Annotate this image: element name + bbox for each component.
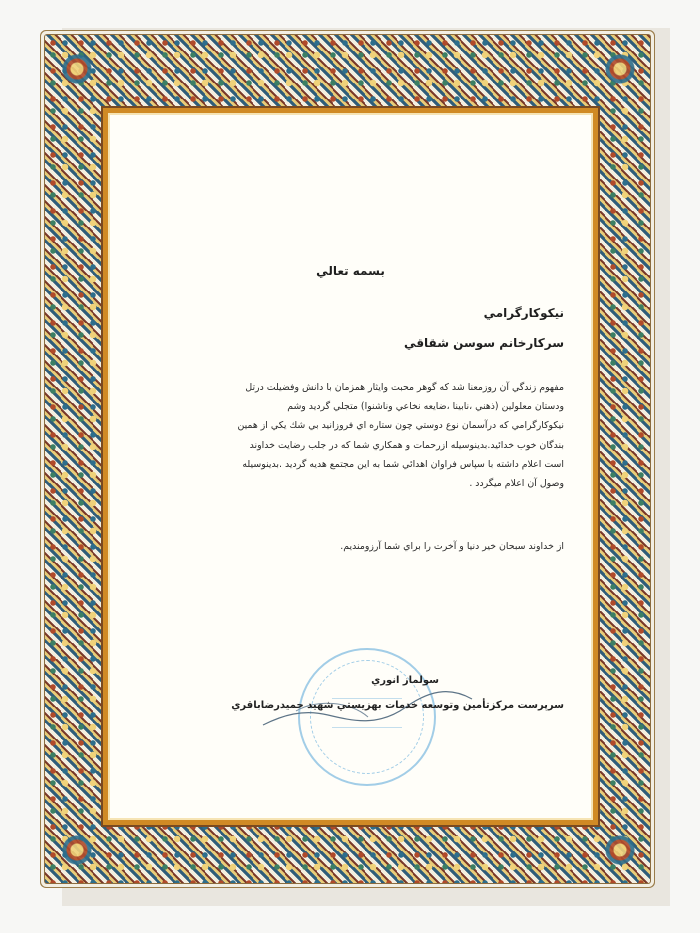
body-line: نيكوكارگرامي كه درآسمان نوع دوستي چون ستاره اي فروزانيد بي شك يكي از همين — [237, 420, 564, 432]
body-line: وصول آن اعلام ميگردد . — [469, 478, 564, 490]
corner-ornament-icon — [603, 52, 637, 86]
recipient-block — [404, 298, 564, 358]
letter-content — [103, 108, 598, 825]
corner-ornament-icon — [60, 52, 94, 86]
closing-line: از خداوند سبحان خير دنيا و آخرت را براي شما آرزومنديم. — [340, 541, 564, 552]
body-line: است اعلام داشته با سپاس فراوان اهدائي شما به اين مجتمع هديه گرديد .بدينوسيله — [242, 458, 564, 470]
corner-ornament-icon — [603, 833, 637, 867]
letter-body — [134, 378, 564, 493]
body-line: ودستان معلولين (ذهني ،نابينا ،ضايعه نخاعي وناشنوا) متجلي گرديد وشم — [287, 401, 564, 413]
body-line: بندگان خوب خدائيد.بدينوسيله ازرحمات و همكاري شما كه در جلب رضايت خداوند — [249, 439, 564, 451]
corner-ornament-icon — [60, 833, 94, 867]
signer-name: سولماز انوري — [371, 675, 439, 686]
body-line: مفهوم زندگي آن روزمعنا شد كه گوهر محبت وايثار همزمان با دانش وفضيلت درتل — [245, 382, 564, 393]
recipient-name: سركارخانم سوسن شقاقي — [404, 336, 564, 350]
recipient-title: نيكوكارگرامي — [483, 306, 564, 320]
signer-role: سرپرست مركزتأمين وتوسعه خدمات بهزيستي شهيد حميدرضاباقري — [231, 700, 564, 711]
letter-title: بسمه تعالي — [316, 264, 385, 278]
